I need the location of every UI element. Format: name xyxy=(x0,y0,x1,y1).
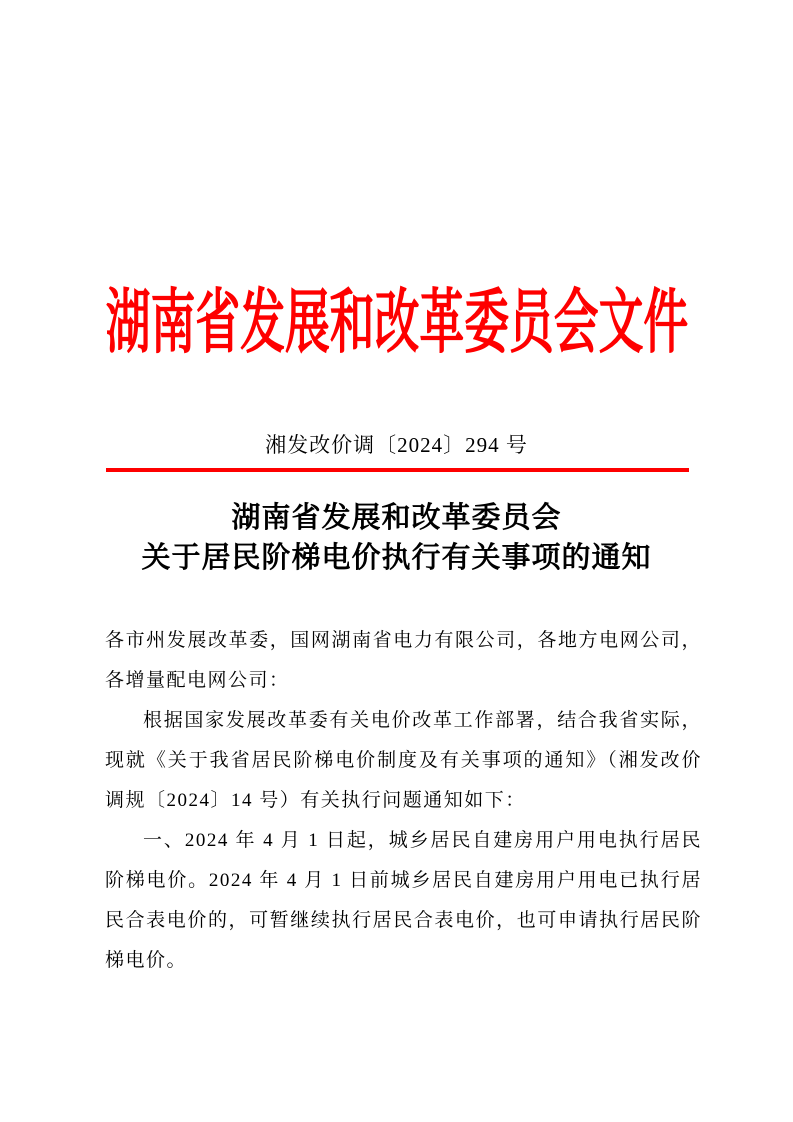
agency-banner xyxy=(0,283,793,363)
salutation: 各市州发展改革委，国网湖南省电力有限公司，各地方电网公司，各增量配电网公司： xyxy=(105,630,702,691)
agency-banner-text: 湖南省发展和改革委员会文件 xyxy=(105,284,688,362)
doc-number: 湘发改价调〔2024〕294 号 xyxy=(265,433,528,457)
document-title-line1: 湖南省发展和改革委员会 xyxy=(231,502,562,534)
document-title-line2: 关于居民阶梯电价执行有关事项的通知 xyxy=(141,542,652,574)
document-body xyxy=(105,621,702,981)
paragraph-item-1: 一、2024 年 4 月 1 日起，城乡居民自建房用户用电执行居民阶梯电价。2024 年 4 月 1 日前城乡居民自建房用户用电已执行居民合表电价的，可暂继续执行居民合表电价，也可申请执行居民阶梯电价。 xyxy=(105,830,702,971)
document-title xyxy=(0,498,793,578)
paragraph-basis: 根据国家发展改革委有关电价改革工作部署，结合我省实际，现就《关于我省居民阶梯电价制度及有关事项的通知》（湘发改价调规〔2024〕14 号）有关执行问题通知如下： xyxy=(105,710,702,811)
red-divider-line xyxy=(106,468,689,472)
